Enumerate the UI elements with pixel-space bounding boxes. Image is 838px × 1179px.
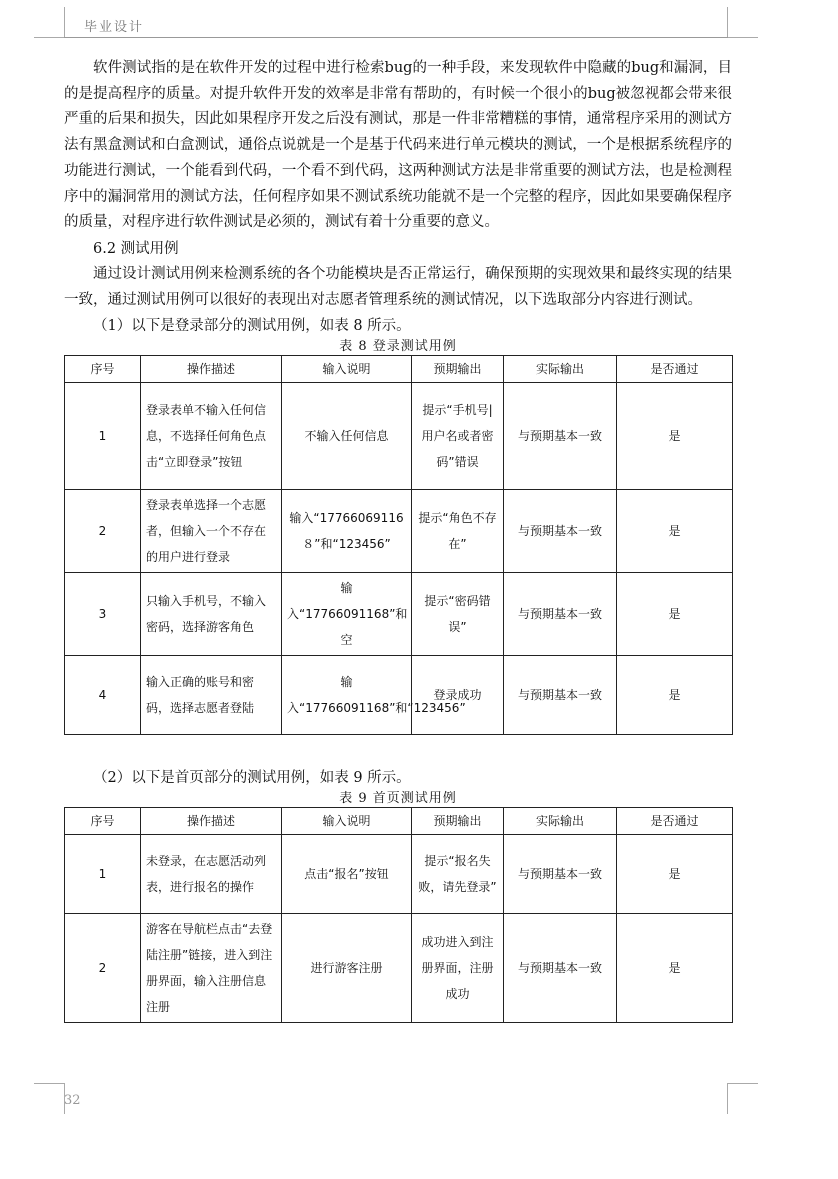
table-header-row bbox=[65, 808, 733, 835]
table-cell: 与预期基本一致 bbox=[504, 914, 617, 1023]
table-cell: 是 bbox=[617, 490, 733, 573]
table-cell: 是 bbox=[617, 383, 733, 490]
column-header: 操作描述 bbox=[141, 356, 282, 383]
column-header: 序号 bbox=[65, 808, 141, 835]
table-cell: 是 bbox=[617, 835, 733, 914]
table-cell: 登录成功 bbox=[412, 656, 504, 735]
header-rule bbox=[64, 37, 728, 38]
table-header-row bbox=[65, 356, 733, 383]
column-header: 预期输出 bbox=[412, 808, 504, 835]
crop-mark-top-left bbox=[34, 7, 65, 38]
table-cell: 点击“报名”按钮 bbox=[282, 835, 412, 914]
table9-caption: 表 9 首页测试用例 bbox=[339, 791, 457, 807]
column-header: 实际输出 bbox=[504, 808, 617, 835]
table-row bbox=[65, 490, 733, 573]
table-cell: 提示“报名失败，请先登录” bbox=[412, 835, 504, 914]
table-cell: 4 bbox=[65, 656, 141, 735]
table9 bbox=[64, 807, 733, 1023]
table-cell: 1 bbox=[65, 383, 141, 490]
table-cell: 是 bbox=[617, 914, 733, 1023]
column-header: 实际输出 bbox=[504, 356, 617, 383]
table-cell: 2 bbox=[65, 490, 141, 573]
table-cell: 提示“角色不存在” bbox=[412, 490, 504, 573]
table-row bbox=[65, 835, 733, 914]
running-header: 毕业设计 bbox=[84, 20, 145, 35]
table-cell: 与预期基本一致 bbox=[504, 573, 617, 656]
crop-mark-bottom-right bbox=[727, 1083, 758, 1114]
table-cell: 与预期基本一致 bbox=[504, 383, 617, 490]
table-cell: 登录表单选择一个志愿者，但输入一个不存在的用户进行登录 bbox=[141, 490, 282, 573]
table-cell: 进行游客注册 bbox=[282, 914, 412, 1023]
table-cell: 是 bbox=[617, 573, 733, 656]
column-header: 操作描述 bbox=[141, 808, 282, 835]
page-number: 32 bbox=[64, 1093, 81, 1108]
table8-intro: （1）以下是登录部分的测试用例，如表 8 所示。 bbox=[93, 318, 411, 335]
table-cell: 与预期基本一致 bbox=[504, 835, 617, 914]
intro-paragraph: 软件测试指的是在软件开发的过程中进行检索bug的一种手段，来发现软件中隐藏的bug和漏洞，目的是提高程序的质量。对提升软件开发的效率是非常有帮助的，有时候一个很小的bug被忽视都会带来很严重的后果和损失，因此如果程序开发之后没有测试，那是一件非常糟糕的事情，通常程序采用的测试方法有黑盒测试和白盒测试，通俗点说就是一个是基于代码来进行单元模块的测试，一个是根据系统程序的功能进行测试，一个能看到代码，一个看不到代码，这两种测试方法是非常重要的测试方法，也是检测程序中的漏洞常用的测试方法，任何程序如果不测试系统功能就不是一个完整的程序，因此如果要确保程序的质量，对程序进行软件测试是必须的，测试有着十分重要的意义。 bbox=[64, 60, 732, 231]
table-row bbox=[65, 656, 733, 735]
table8-caption: 表 8 登录测试用例 bbox=[339, 339, 457, 355]
crop-mark-top-right bbox=[727, 7, 758, 38]
section-paragraph: 通过设计测试用例来检测系统的各个功能模块是否正常运行，确保预期的实现效果和最终实现的结果一致，通过测试用例可以很好的表现出对志愿者管理系统的测试情况，以下选取部分内容进行测试。 bbox=[64, 265, 732, 308]
table-cell: 3 bbox=[65, 573, 141, 656]
table-cell: 未登录，在志愿活动列表，进行报名的操作 bbox=[141, 835, 282, 914]
table-row bbox=[65, 914, 733, 1023]
table-cell: 输入“17766091168”和“123456” bbox=[282, 656, 412, 735]
table8 bbox=[64, 355, 733, 735]
table-cell: 不输入任何信息 bbox=[282, 383, 412, 490]
table-cell: 1 bbox=[65, 835, 141, 914]
section-heading: 6.2 测试用例 bbox=[93, 240, 179, 257]
table-cell: 输入“17766091168”和空 bbox=[282, 573, 412, 656]
table-cell: 提示“手机号|用户名或者密码”错误 bbox=[412, 383, 504, 490]
table-cell: 游客在导航栏点击“去登陆注册”链接，进入到注册界面，输入注册信息注册 bbox=[141, 914, 282, 1023]
table-cell: 提示“密码错误” bbox=[412, 573, 504, 656]
column-header: 输入说明 bbox=[282, 808, 412, 835]
table-cell: 与预期基本一致 bbox=[504, 490, 617, 573]
crop-mark-bottom-left bbox=[34, 1083, 65, 1114]
table-cell: 登录表单不输入任何信息，不选择任何角色点击“立即登录”按钮 bbox=[141, 383, 282, 490]
column-header: 序号 bbox=[65, 356, 141, 383]
table-cell: 只输入手机号，不输入密码，选择游客角色 bbox=[141, 573, 282, 656]
column-header: 预期输出 bbox=[412, 356, 504, 383]
table-cell: 输入正确的账号和密码，选择志愿者登陆 bbox=[141, 656, 282, 735]
table-cell: 与预期基本一致 bbox=[504, 656, 617, 735]
table-row bbox=[65, 383, 733, 490]
table-row bbox=[65, 573, 733, 656]
table-cell: 成功进入到注册界面，注册成功 bbox=[412, 914, 504, 1023]
column-header: 输入说明 bbox=[282, 356, 412, 383]
column-header: 是否通过 bbox=[617, 356, 733, 383]
page-content bbox=[64, 56, 732, 1023]
column-header: 是否通过 bbox=[617, 808, 733, 835]
table9-intro: （2）以下是首页部分的测试用例，如表 9 所示。 bbox=[93, 770, 411, 787]
table-cell: 2 bbox=[65, 914, 141, 1023]
table-cell: 输入“17766069116８”和“123456” bbox=[282, 490, 412, 573]
table-cell: 是 bbox=[617, 656, 733, 735]
